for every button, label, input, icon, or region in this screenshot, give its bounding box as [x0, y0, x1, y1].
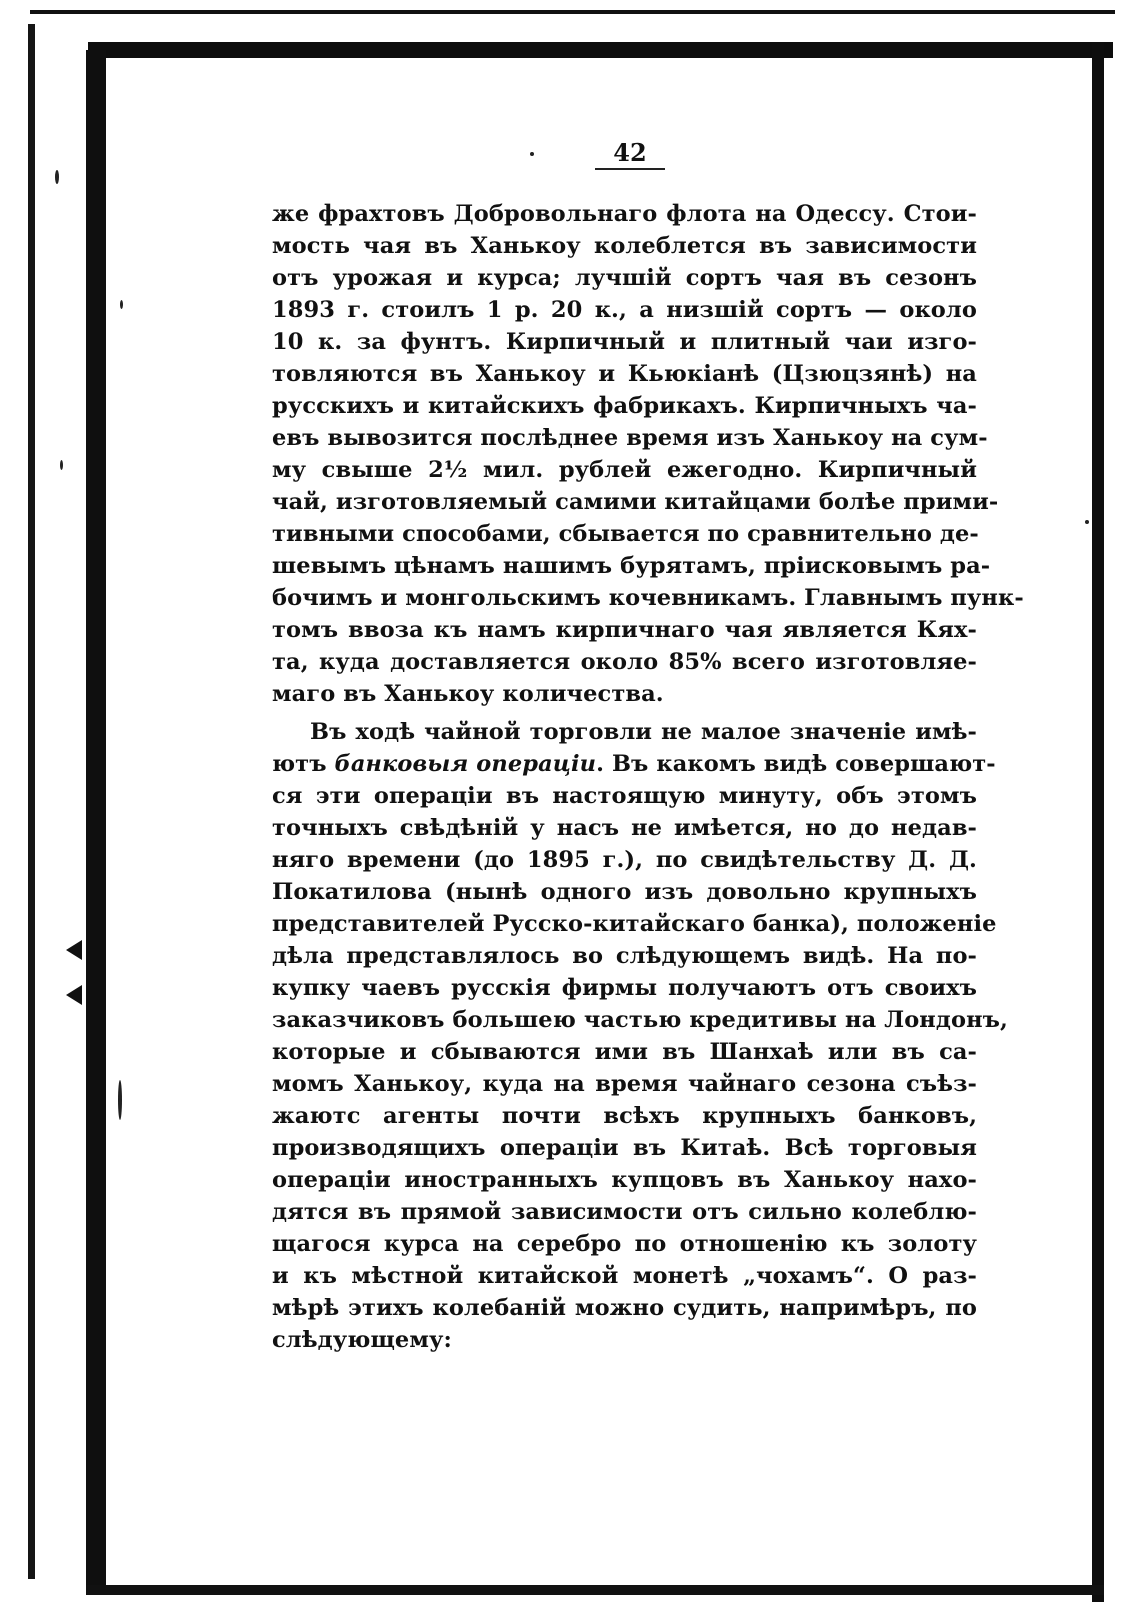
text-line: томъ ввоза къ намъ кирпичнаго чая является Кях- [272, 617, 977, 643]
text-line: дятся въ прямой зависимости отъ сильно колеблю- [272, 1199, 977, 1225]
text-line: операціи иностранныхъ купцовъ въ Ханькоу нахо- [272, 1167, 977, 1193]
page-frame-left-border [86, 50, 106, 1595]
text-line: же фрахтовъ Добровольнаго флота на Одессу. Стои- [272, 201, 977, 227]
text-line: 10 к. за фунтъ. Кирпичный и плитный чаи изго- [272, 329, 977, 355]
text-line: которые и сбываются ими въ Шанхаѣ или въ са- [272, 1039, 977, 1065]
paragraph-2 [272, 716, 1008, 1356]
page-frame-right-border [1092, 42, 1104, 1602]
text-line: та, куда доставляется около 85% всего изготовляе- [272, 649, 977, 675]
emphasis-text: банковыя операціи [334, 751, 597, 777]
body-text [272, 198, 1024, 1356]
page-header [560, 138, 700, 178]
scan-speck [1085, 520, 1089, 524]
page-frame-left-rule [28, 24, 35, 1579]
text-line: 1893 г. стоилъ 1 р. 20 к., а низшій сортъ — около [272, 297, 977, 323]
text-line: русскихъ и китайскихъ фабрикахъ. Кирпичныхъ ча- [272, 393, 977, 419]
text-line: товляются въ Ханькоу и Кьюкіанѣ (Цзюцзянѣ) на [272, 361, 977, 387]
text-line: ся эти операціи въ настоящую минуту, объ этомъ [272, 783, 977, 809]
text-line: и къ мѣстной китайской монетѣ „чохамъ“. О раз- [272, 1263, 977, 1289]
text-line-mixed [272, 748, 996, 780]
page-frame-bottom-border [86, 1585, 1104, 1595]
scan-speck [60, 460, 63, 470]
text-line: отъ урожая и курса; лучшій сортъ чая въ сезонъ [272, 265, 977, 291]
text-fragment: . Въ какомъ видѣ совершают- [596, 751, 996, 777]
text-line: жаютс агенты почти всѣхъ крупныхъ банковъ, [272, 1103, 977, 1129]
margin-mark-icon [66, 940, 82, 960]
page-frame-top-border [88, 42, 1113, 58]
text-line: слѣдующему: [272, 1327, 452, 1353]
text-line: маго въ Ханькоу количества. [272, 681, 664, 707]
margin-mark-icon [66, 985, 82, 1005]
scan-speck [120, 300, 123, 309]
text-line: момъ Ханькоу, куда на время чайнаго сезона съѣз- [272, 1071, 977, 1097]
scan-speck [118, 1080, 122, 1120]
page-frame-top-rule [30, 10, 1115, 14]
page-number: 42 [595, 138, 664, 170]
text-line: представителей Русско-китайскаго банка), положеніе [272, 911, 997, 937]
text-line: мость чая въ Ханькоу колеблется въ зависимости [272, 233, 977, 259]
text-line: Покатилова (нынѣ одного изъ довольно крупныхъ [272, 879, 977, 905]
text-line: бочимъ и монгольскимъ кочевникамъ. Главнымъ пунк- [272, 585, 1024, 611]
text-line: чай, изготовляемый самими китайцами болѣе прими- [272, 489, 999, 515]
text-line: няго времени (до 1895 г.), по свидѣтельству Д. Д. [272, 847, 977, 873]
text-line: тивными способами, сбывается по сравнительно де- [272, 521, 979, 547]
text-line: точныхъ свѣдѣній у насъ не имѣется, но до недав- [272, 815, 977, 841]
text-line: шевымъ цѣнамъ нашимъ бурятамъ, пріисковымъ ра- [272, 553, 991, 579]
text-line: купку чаевъ русскія фирмы получаютъ отъ своихъ [272, 975, 977, 1001]
text-line: щагося курса на серебро по отношенію къ золоту [272, 1231, 977, 1257]
paragraph-1 [272, 198, 1024, 710]
text-line: дѣла представлялось во слѣдующемъ видѣ. На по- [272, 943, 977, 969]
text-line: му свыше 2½ мил. рублей ежегодно. Кирпичный [272, 457, 977, 483]
scan-speck [530, 152, 534, 156]
text-line: заказчиковъ большею частью кредитивы на Лондонъ, [272, 1007, 1008, 1033]
text-line: Въ ходѣ чайной торговли не малое значеніе имѣ- [310, 719, 977, 745]
text-line: производящихъ операціи въ Китаѣ. Всѣ торговыя [272, 1135, 977, 1161]
text-line: евъ вывозится послѣднее время изъ Ханькоу на сум- [272, 425, 988, 451]
scan-speck [55, 170, 59, 184]
text-fragment: ютъ [272, 751, 327, 777]
text-line: мѣрѣ этихъ колебаній можно судить, напримѣръ, по [272, 1295, 977, 1321]
